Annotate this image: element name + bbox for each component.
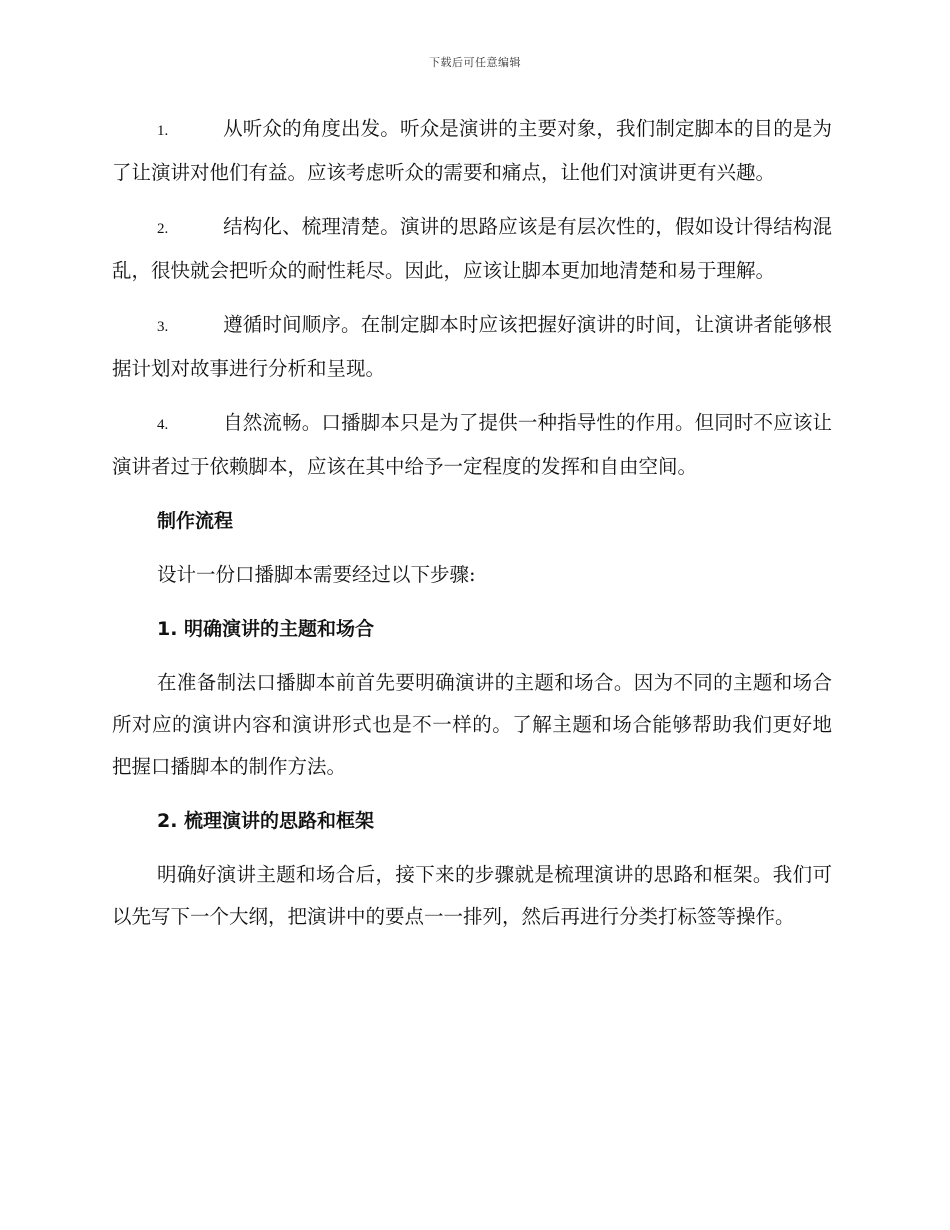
list-text: 遵循时间顺序。在制定脚本时应该把握好演讲的时间，让演讲者能够根据计划对故事进行分析和呈现。 (112, 313, 832, 380)
list-item-4 (112, 402, 832, 488)
list-item-1 (112, 108, 832, 194)
list-number: 4. (157, 417, 169, 433)
step-1-text: 在准备制法口播脚本前首先要明确演讲的主题和场合。因为不同的主题和场合所对应的演讲内容和演讲形式也是不一样的。了解主题和场合能够帮助我们更好地把握口播脚本的制作方法。 (112, 671, 832, 778)
list-item-2 (112, 206, 832, 292)
page-header: 下载后可任意编辑 (429, 56, 521, 69)
list-number: 2. (157, 221, 169, 237)
list-text: 自然流畅。口播脚本只是为了提供一种指导性的作用。但同时不应该让演讲者过于依赖脚本，应该在其中给予一定程度的发挥和自由空间。 (112, 411, 832, 478)
list-number: 1. (157, 123, 169, 139)
list-text: 从听众的角度出发。听众是演讲的主要对象，我们制定脚本的目的是为了让演讲对他们有益。应该考虑听众的需要和痛点，让他们对演讲更有兴趣。 (112, 117, 832, 184)
step-2-text: 明确好演讲主题和场合后，接下来的步骤就是梳理演讲的思路和框架。我们可以先写下一个大纲，把演讲中的要点一一排列，然后再进行分类打标签等操作。 (112, 863, 832, 928)
section-intro: 设计一份口播脚本需要经过以下步骤: (157, 563, 476, 586)
list-number: 3. (157, 319, 169, 335)
document-body (112, 108, 832, 950)
section-heading: 制作流程 (157, 510, 234, 532)
step-2-heading: 2. 梳理演讲的思路和框架 (157, 810, 375, 832)
list-item-3 (112, 304, 832, 390)
step-1-heading: 1. 明确演讲的主题和场合 (157, 618, 375, 640)
list-text: 结构化、梳理清楚。演讲的思路应该是有层次性的，假如设计得结构混乱，很快就会把听众的耐性耗尽。因此，应该让脚本更加地清楚和易于理解。 (112, 215, 832, 282)
